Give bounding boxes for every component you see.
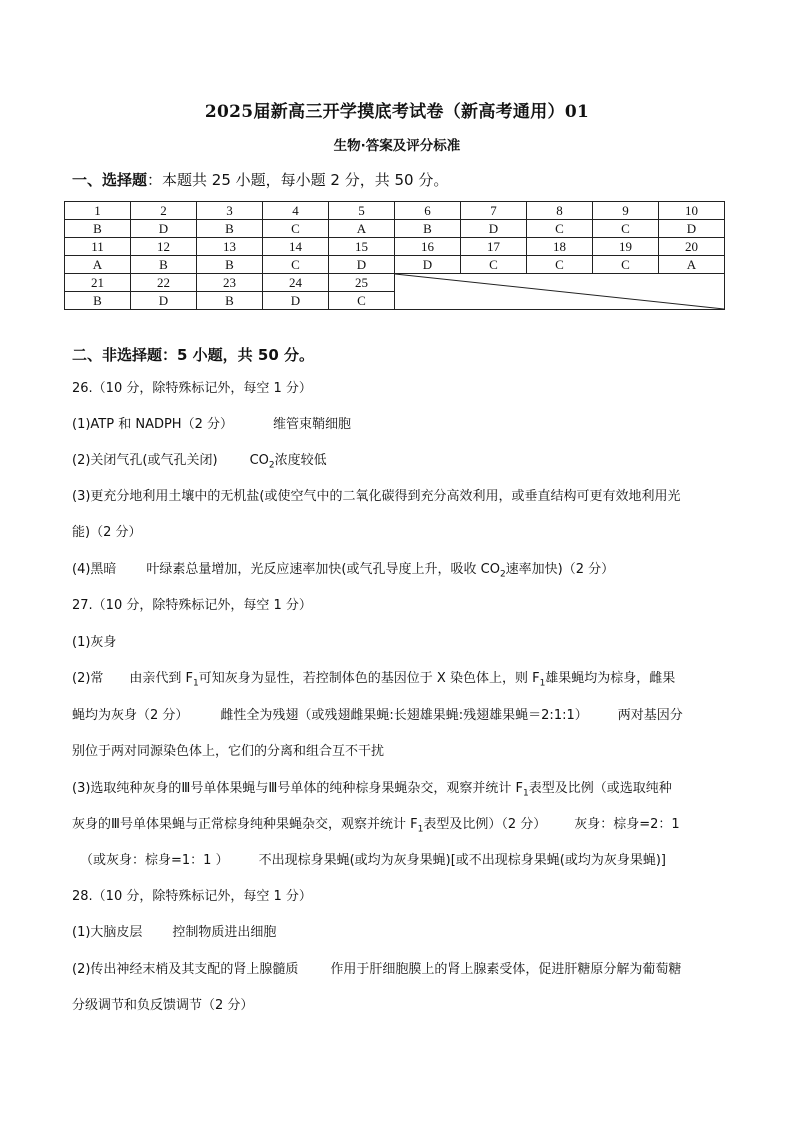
q27-answer-7b: 不出现棕身果蝇(或均为灰身果蝇)[或不出现棕身果蝇(或均为灰身果蝇)] bbox=[258, 853, 667, 868]
q-answer: C bbox=[527, 256, 593, 274]
q27-line-6 bbox=[72, 816, 732, 839]
q-answer: B bbox=[65, 292, 131, 310]
q28-head: 28.（10 分，除特殊标记外，每空 1 分） bbox=[72, 889, 312, 904]
q-num: 8 bbox=[527, 202, 593, 220]
answer-table bbox=[64, 201, 725, 310]
q26-answer-4a: (4)黑暗 bbox=[72, 562, 117, 577]
q-answer: A bbox=[65, 256, 131, 274]
q-answer: B bbox=[197, 292, 263, 310]
q28-line-2 bbox=[72, 961, 732, 979]
q27-line-2 bbox=[72, 670, 732, 693]
q-answer: B bbox=[197, 220, 263, 238]
q27-answer-7a: （或灰身：棕身=1：1 ） bbox=[80, 853, 229, 868]
q-answer: C bbox=[461, 256, 527, 274]
q-num: 11 bbox=[65, 238, 131, 256]
q27-answer-3c: 两对基因分 bbox=[617, 708, 683, 723]
table-row bbox=[65, 274, 725, 292]
q26-answer-4b-post: 速率加快)（2 分） bbox=[505, 562, 615, 577]
q28-answer-1b: 控制物质进出细胞 bbox=[172, 925, 277, 940]
section-1-desc: ：本题共 25 小题，每小题 2 分，共 50 分。 bbox=[147, 171, 449, 189]
q27-answer-3a: 蝇均为灰身（2 分） bbox=[72, 708, 189, 723]
q-num: 9 bbox=[593, 202, 659, 220]
q-num: 24 bbox=[263, 274, 329, 292]
q-answer: C bbox=[329, 292, 395, 310]
q-num: 14 bbox=[263, 238, 329, 256]
q28-line-1 bbox=[72, 924, 732, 942]
q26-answer-2b-post: 浓度较低 bbox=[274, 453, 327, 468]
q27-sub: 1 bbox=[539, 678, 546, 689]
q27-answer-2b-post: 雄果蝇均为棕身，雌果 bbox=[545, 671, 676, 686]
q-answer: D bbox=[659, 220, 725, 238]
diagonal-line bbox=[395, 274, 724, 309]
q-answer: A bbox=[659, 256, 725, 274]
q-answer: C bbox=[593, 256, 659, 274]
q-num: 6 bbox=[395, 202, 461, 220]
q27-line-1: (1)灰身 bbox=[72, 635, 117, 650]
q-num: 22 bbox=[131, 274, 197, 292]
q-answer: B bbox=[131, 256, 197, 274]
page-title: 2025届新高三开学摸底考试卷（新高考通用）01 bbox=[204, 102, 590, 122]
q-num: 17 bbox=[461, 238, 527, 256]
q-answer: D bbox=[329, 256, 395, 274]
q27-line-4: 别位于两对同源染色体上，它们的分离和组合互不干扰 bbox=[72, 744, 385, 759]
q-answer: D bbox=[395, 256, 461, 274]
q26-answer-2a: (2)关闭气孔(或气孔关闭) bbox=[72, 453, 218, 468]
q26-answer-4b-sub: 2 bbox=[499, 569, 506, 580]
q26-line-3b: 能)（2 分） bbox=[72, 525, 142, 540]
q27-sub: 1 bbox=[522, 788, 529, 799]
q-num: 23 bbox=[197, 274, 263, 292]
diagonal-blank-cell bbox=[395, 274, 725, 310]
q-num: 15 bbox=[329, 238, 395, 256]
q-answer: A bbox=[329, 220, 395, 238]
q27-line-7 bbox=[80, 852, 740, 870]
q27-answer-2b-mid: 可知灰身为显性，若控制体色的基因位于 X 染色体上，则 F bbox=[198, 671, 540, 686]
q26-line-1 bbox=[72, 416, 732, 434]
q-num: 4 bbox=[263, 202, 329, 220]
q27-answer-6-post: 表型及比例）（2 分） bbox=[423, 817, 547, 832]
q27-sub: 1 bbox=[417, 824, 424, 835]
q-num: 19 bbox=[593, 238, 659, 256]
q-num: 10 bbox=[659, 202, 725, 220]
q27-sub: 1 bbox=[193, 678, 199, 689]
section-2-heading bbox=[72, 344, 314, 365]
table-row bbox=[65, 238, 725, 256]
q-num: 1 bbox=[65, 202, 131, 220]
q-num: 18 bbox=[527, 238, 593, 256]
q27-answer-2a: (2)常 bbox=[72, 671, 104, 686]
section-2-title: 二、非选择题：5 小题，共 50 分。 bbox=[72, 346, 314, 364]
q-answer: C bbox=[593, 220, 659, 238]
q27-head: 27.（10 分，除特殊标记外，每空 1 分） bbox=[72, 598, 312, 613]
q28-answer-2b: 作用于肝细胞膜上的肾上腺素受体，促进肝糖原分解为葡萄糖 bbox=[330, 962, 682, 977]
q27-answer-2b-pre: 由亲代到 F bbox=[129, 671, 194, 686]
table-row bbox=[65, 202, 725, 220]
q-num: 5 bbox=[329, 202, 395, 220]
q-answer: B bbox=[197, 256, 263, 274]
q-num: 20 bbox=[659, 238, 725, 256]
q28-answer-2a: (2)传出神经末梢及其支配的肾上腺髓质 bbox=[72, 962, 299, 977]
q27-answer-3b: 雌性全为残翅（或残翅雌果蝇:长翅雄果蝇:残翅雄果蝇＝2:1:1） bbox=[220, 708, 588, 723]
q26-head: 26.（10 分，除特殊标记外，每空 1 分） bbox=[72, 381, 312, 396]
q-answer: D bbox=[131, 220, 197, 238]
q26-answer-1a: (1)ATP 和 NADPH（2 分） bbox=[72, 417, 233, 432]
q-answer: C bbox=[263, 220, 329, 238]
section-1-title: 一、选择题 bbox=[72, 171, 148, 189]
q26-line-3: (3)更充分地利用土壤中的无机盐(或使空气中的二氧化碳得到充分高效利用，或垂直结构可更有效地利用光 bbox=[72, 489, 681, 504]
q27-answer-6-pre: 灰身的Ⅲ号单体果蝇与正常棕身纯种果蝇杂交，观察并统计 F bbox=[72, 817, 418, 832]
q-num: 13 bbox=[197, 238, 263, 256]
q-num: 25 bbox=[329, 274, 395, 292]
q27-line-3 bbox=[72, 707, 732, 725]
q26-line-4 bbox=[72, 561, 732, 584]
table-row bbox=[65, 256, 725, 274]
q28-answer-1a: (1)大脑皮层 bbox=[72, 925, 143, 940]
table-row bbox=[65, 220, 725, 238]
section-1-heading bbox=[72, 169, 448, 190]
q-answer: B bbox=[65, 220, 131, 238]
q27-answer-5-pre: (3)选取纯种灰身的Ⅲ号单体果蝇与Ⅲ号单体的纯种棕身果蝇杂交，观察并统计 F bbox=[72, 781, 523, 796]
q26-answer-4b-pre: 叶绿素总量增加，光反应速率加快(或气孔导度上升，吸收 CO bbox=[146, 562, 500, 577]
q-num: 2 bbox=[131, 202, 197, 220]
q26-answer-2b-pre: CO bbox=[249, 453, 269, 468]
q-num: 21 bbox=[65, 274, 131, 292]
q-answer: D bbox=[263, 292, 329, 310]
q-num: 16 bbox=[395, 238, 461, 256]
q-num: 12 bbox=[131, 238, 197, 256]
q-answer: C bbox=[263, 256, 329, 274]
page-subtitle: 生物·答案及评分标准 bbox=[333, 138, 461, 154]
q-num: 3 bbox=[197, 202, 263, 220]
q27-line-5 bbox=[72, 780, 732, 803]
q-num: 7 bbox=[461, 202, 527, 220]
q27-answer-5-post: 表型及比例（或选取纯种 bbox=[528, 781, 672, 796]
q-answer: C bbox=[527, 220, 593, 238]
q26-answer-1b: 维管束鞘细胞 bbox=[273, 417, 352, 432]
q26-line-2 bbox=[72, 452, 732, 475]
q-answer: D bbox=[131, 292, 197, 310]
q28-line-3: 分级调节和负反馈调节（2 分） bbox=[72, 998, 254, 1013]
q-answer: B bbox=[395, 220, 461, 238]
q-answer: D bbox=[461, 220, 527, 238]
q27-answer-6b: 灰身：棕身=2：1 bbox=[574, 817, 680, 832]
q26-answer-2b-sub: 2 bbox=[268, 460, 275, 471]
